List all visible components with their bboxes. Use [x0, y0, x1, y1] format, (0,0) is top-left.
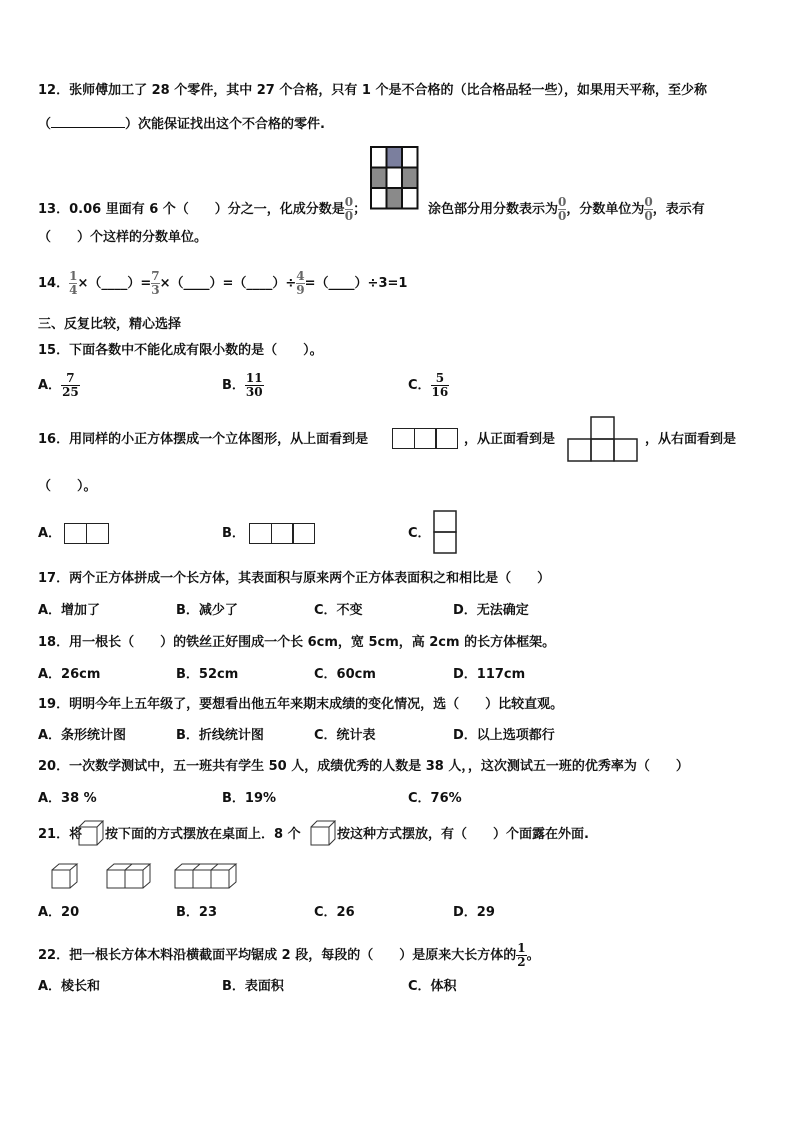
q13-fraction-3-num: 0: [644, 195, 653, 209]
q13-grid-cell-0-1: [387, 147, 403, 168]
q12-answer-blank[interactable]: [51, 115, 125, 128]
q16-text-2: ，从正面看到是: [464, 432, 556, 447]
q22-option-a[interactable]: A．棱长和: [38, 979, 101, 994]
q22-fraction-den: 2: [517, 955, 526, 969]
q15-option-b-fraction: [245, 372, 264, 399]
q22-fraction-num: 1: [517, 941, 526, 955]
q16-option-c[interactable]: C．: [408, 526, 431, 541]
q14-line: [38, 270, 407, 297]
q13-grid-cell-1-1: [387, 168, 403, 189]
q21-text-2: 按下面的方式摆放在桌面上．8 个: [105, 827, 301, 842]
q13-grid-cell-2-1: [387, 188, 403, 209]
q16-option-b[interactable]: B．: [222, 526, 245, 541]
q17-option-c[interactable]: C．不变: [314, 603, 363, 618]
q21-option-a[interactable]: A．20: [38, 905, 80, 920]
q18-option-b[interactable]: B．52cm: [176, 667, 239, 682]
q18-option-a[interactable]: A．26cm: [38, 667, 101, 682]
q15-option-c-den: 16: [431, 385, 449, 399]
q14-text-3: =（____）÷3=1: [304, 276, 408, 291]
q15-option-a-label: A．: [38, 378, 62, 393]
q16-option-b-figure: [249, 523, 315, 544]
q13-grid-svg: [370, 146, 420, 210]
q22-tail: 。: [526, 948, 540, 963]
q22-stem-line: [38, 942, 540, 969]
q12-close: ）次能保证找出这个不合格的零件.: [125, 117, 325, 132]
q13-grid-cell-1-2: [402, 168, 418, 189]
q16-front-view-svg: [567, 416, 639, 464]
q22-option-b[interactable]: B．表面积: [222, 979, 284, 994]
q13-grid-cell-1-0: [371, 168, 387, 189]
q20-option-a[interactable]: A．38 %: [38, 791, 97, 806]
q15-option-c-fraction: [431, 372, 450, 399]
q21-arrangement-figures: [50, 862, 250, 896]
q13-fraction-1: [345, 196, 353, 223]
q16-text-1: 16．用同样的小正方体摆成一个立体图形，从上面看到是: [38, 432, 369, 447]
q14-text-1: ×（____）=: [77, 276, 152, 291]
q14-fraction-1-den: 4: [69, 283, 78, 297]
q20-option-b[interactable]: B．19%: [222, 791, 277, 806]
q13-fraction-2-den: 0: [558, 209, 567, 223]
q16-text-3: ，从右面看到是: [645, 432, 737, 447]
q19-stem: 19．明明今年上五年级了，要想看出他五年来期末成绩的变化情况，选（ ）比较直观。: [38, 697, 564, 712]
q21-option-b[interactable]: B．23: [176, 905, 217, 920]
q20-option-c[interactable]: C．76%: [408, 791, 462, 806]
q13-text-1: 13．0.06 里面有 6 个（ ）分之一，化成分数是: [38, 202, 345, 217]
q21-text-1: 21．将: [38, 827, 83, 842]
q16-option-a[interactable]: A．: [38, 526, 62, 541]
q22-stem: 22．把一根长方体木料沿横截面平均锯成 2 段，每段的（ ）是原来大长方体的: [38, 948, 517, 963]
q19-option-d[interactable]: D．以上选项都行: [453, 728, 555, 743]
q13-line2: （ ）个这样的分数单位。: [38, 230, 208, 245]
q18-option-d[interactable]: D．117cm: [453, 667, 526, 682]
q15-option-a-den: 25: [62, 385, 79, 399]
q20-stem: 20．一次数学测试中，五一班共有学生 50 人，成绩优秀的人数是 38 人，，这次测试五一班的优秀率为（ ）: [38, 759, 689, 774]
q13-fraction-3: [644, 196, 652, 223]
q18-stem: 18．用一根长（ ）的铁丝正好围成一个长 6cm，宽 5cm，高 2cm 的长方体框架。: [38, 635, 556, 650]
q17-option-b[interactable]: B．减少了: [176, 603, 238, 618]
q14-text-2: ×（____）=（____）÷: [159, 276, 297, 291]
q13-shaded-grid: [370, 146, 420, 214]
q13-grid-cell-0-2: [402, 147, 418, 168]
q21-cube-icon-2: [310, 820, 336, 852]
q22-option-c[interactable]: C．体积: [408, 979, 457, 994]
q13-fraction-3-den: 0: [644, 209, 653, 223]
q13-fraction-2-num: 0: [558, 195, 567, 209]
q14-fraction-2-num: 7: [151, 269, 160, 283]
q13-grid-cell-2-0: [371, 188, 387, 209]
q14-fraction-3-den: 9: [296, 283, 305, 297]
q21-cube-svg-2: [310, 820, 336, 848]
q16-option-c-svg: [433, 510, 459, 556]
q19-option-b[interactable]: B．折线统计图: [176, 728, 264, 743]
q17-option-d[interactable]: D．无法确定: [453, 603, 529, 618]
q19-option-a[interactable]: A．条形统计图: [38, 728, 127, 743]
q15-option-b-den: 30: [245, 385, 263, 399]
q15-stem: 15．下面各数中不能化成有限小数的是（ ）。: [38, 343, 323, 358]
q13-fraction-1-den: 0: [344, 209, 354, 223]
q16-top-view-figure: [392, 428, 458, 449]
q16-line2: （ ）。: [38, 479, 97, 494]
q17-option-a[interactable]: A．增加了: [38, 603, 101, 618]
q16-option-a-figure: [64, 523, 109, 544]
q16-front-view-figure: [567, 416, 639, 468]
q13-text-3: 涂色部分用分数表示为: [428, 202, 559, 217]
q15-option-c[interactable]: [408, 372, 449, 399]
q21-cube-icon-1: [78, 820, 104, 852]
q16-option-c-figure: [433, 510, 459, 560]
q19-option-c[interactable]: C．统计表: [314, 728, 376, 743]
section-heading: 三、反复比较，精心选择: [38, 317, 182, 332]
q14-fraction-2: [151, 270, 159, 297]
q13-fraction-1-num: 0: [344, 195, 354, 209]
q15-option-b-label: B．: [222, 378, 245, 393]
q21-arrangement-svg: [50, 862, 250, 892]
q12-line1: 12．张师傅加工了 28 个零件，其中 27 个合格，只有 1 个是不合格的（比合格品轻一些），如果用天平称，至少称: [38, 83, 707, 98]
q15-option-b-num: 11: [245, 371, 263, 385]
q13-grid-cell-2-2: [402, 188, 418, 209]
q21-option-d[interactable]: D．29: [453, 905, 495, 920]
q13-line1: [38, 196, 366, 223]
q14-fraction-1-num: 1: [69, 269, 78, 283]
q18-option-c[interactable]: C．60cm: [314, 667, 376, 682]
q14-prefix: 14．: [38, 276, 70, 291]
q14-fraction-2-den: 3: [151, 283, 160, 297]
q21-text-3: 按这种方式摆放，有（ ）个面露在外面.: [337, 827, 589, 842]
q15-option-a-num: 7: [66, 371, 75, 385]
q15-option-a-fraction: [61, 372, 80, 399]
q21-cube-svg-1: [78, 820, 104, 848]
q15-option-a[interactable]: [38, 372, 80, 399]
q13-line1-right: [428, 196, 705, 223]
q13-text-5: ，表示有: [652, 202, 705, 217]
q15-option-c-label: C．: [408, 378, 431, 393]
q14-fraction-3-num: 4: [296, 269, 305, 283]
q12-open: （: [38, 117, 52, 132]
q22-fraction: [516, 942, 526, 969]
q21-option-c[interactable]: C．26: [314, 905, 355, 920]
q13-text-4: ，分数单位为: [566, 202, 645, 217]
q15-option-c-num: 5: [435, 371, 445, 385]
q14-fraction-3: [296, 270, 304, 297]
q13-text-2: ；: [353, 202, 367, 217]
q15-option-b[interactable]: [222, 372, 264, 399]
q17-stem: 17．两个正方体拼成一个长方体，其表面积与原来两个正方体表面积之和相比是（ ）: [38, 571, 551, 586]
q13-grid-cell-0-0: [371, 147, 387, 168]
q12-line2: [38, 115, 325, 134]
